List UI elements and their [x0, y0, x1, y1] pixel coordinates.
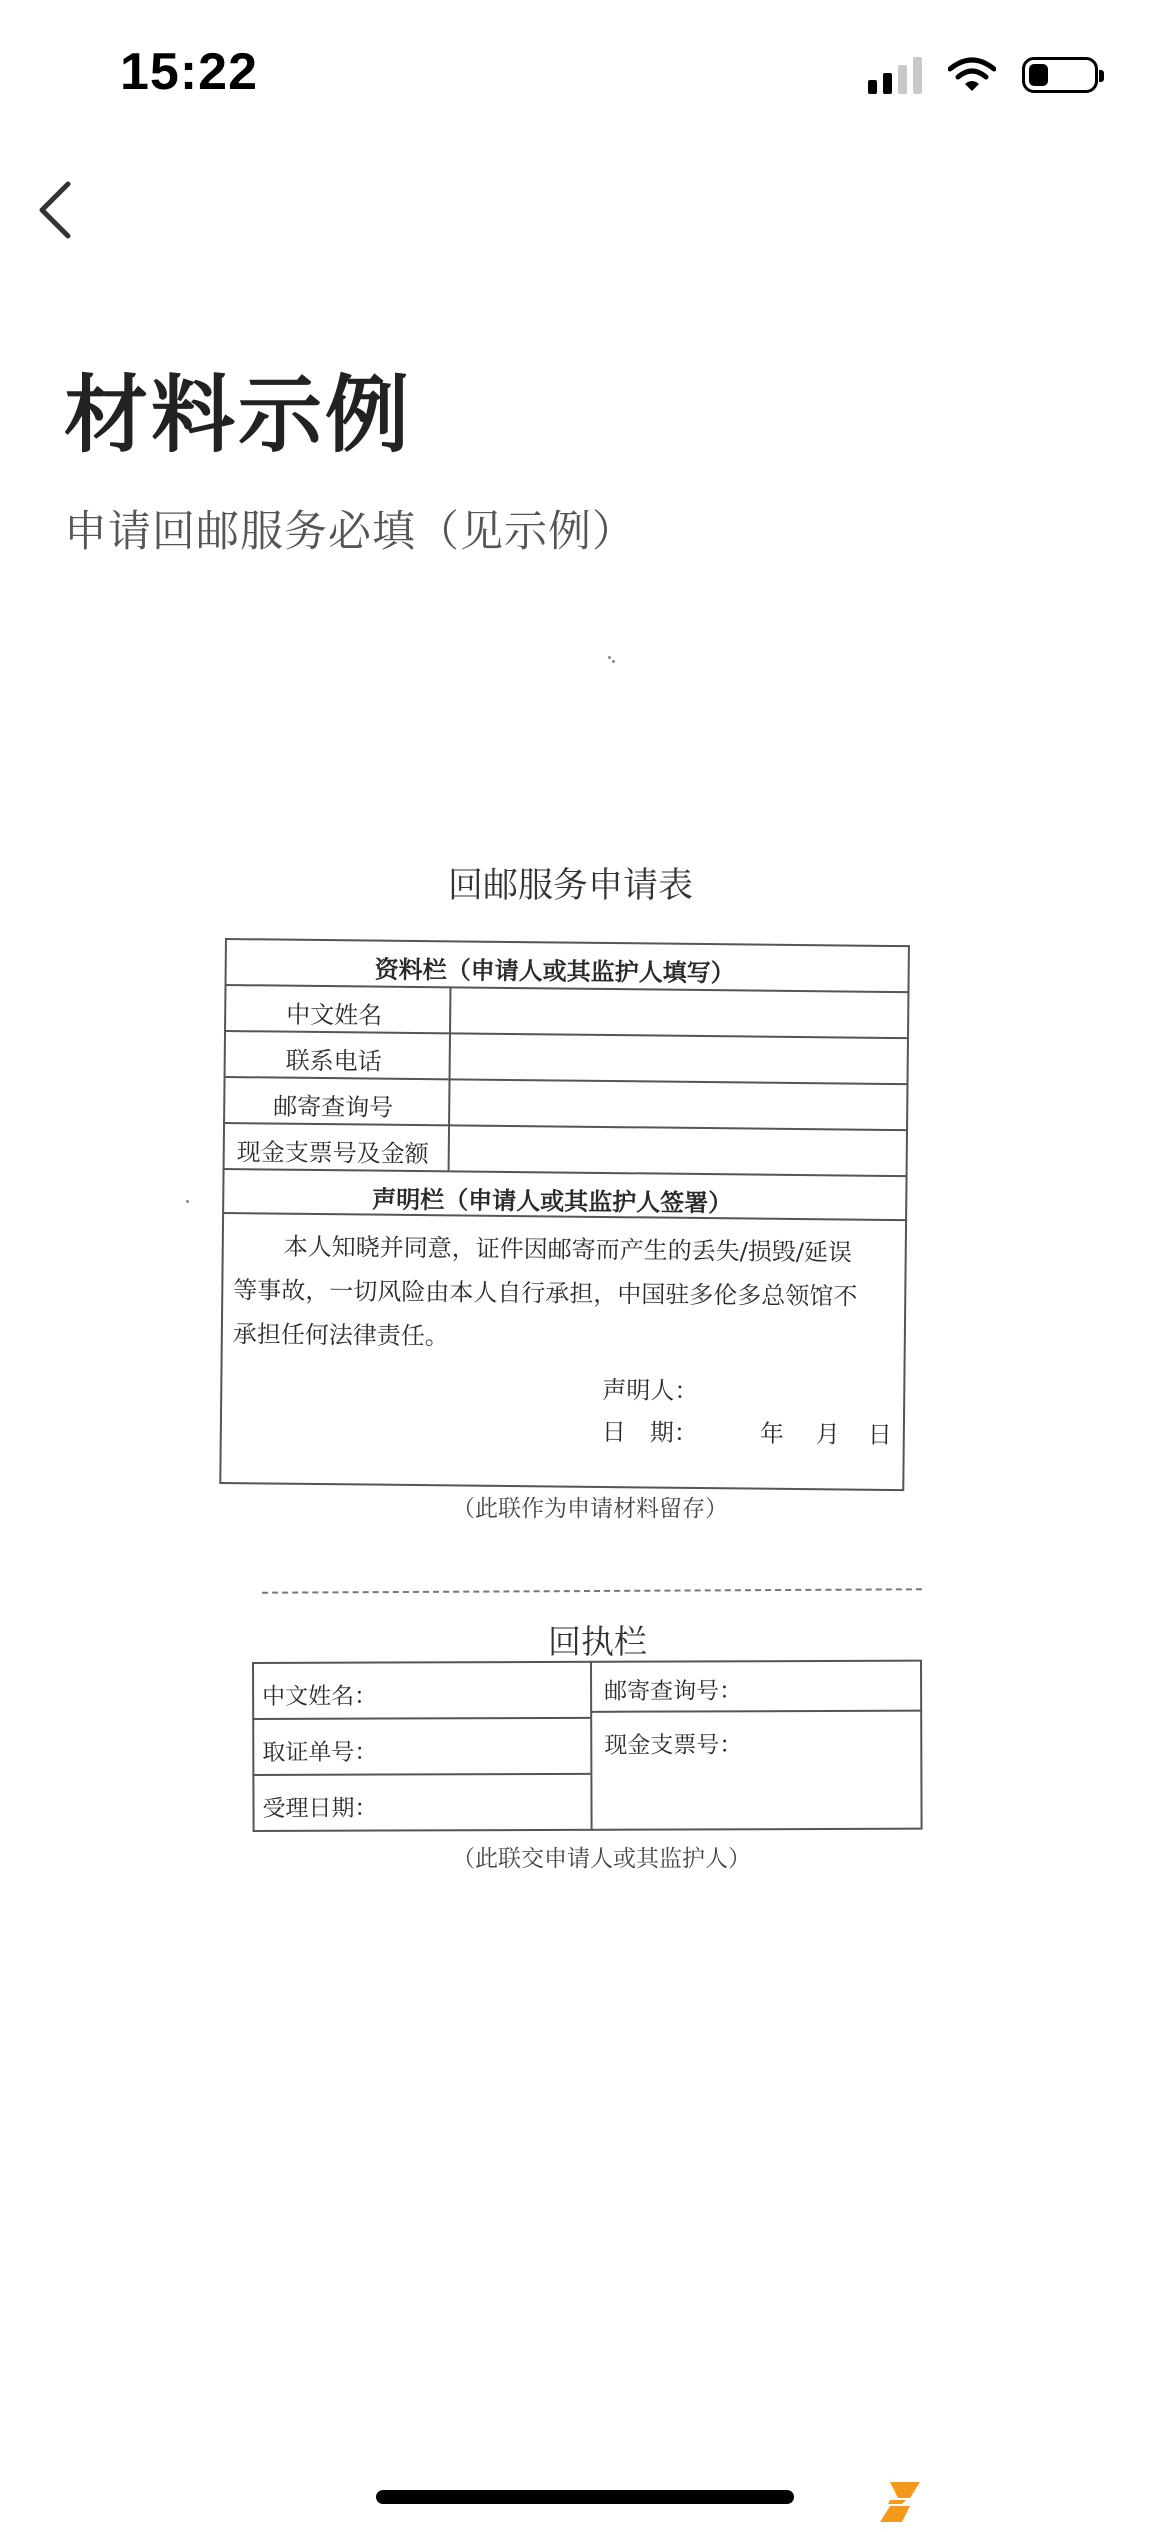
scan-speck [186, 1200, 189, 1203]
receipt-table [252, 1660, 923, 1832]
field-label-tracking-number: 邮寄查询号 [273, 1092, 394, 1122]
field-label-name: 中文姓名 [286, 1000, 383, 1030]
back-button[interactable] [26, 170, 86, 250]
declarant-label: 声明人： [602, 1375, 699, 1405]
declaration-section-header: 声明栏（申请人或其监护人签署） [372, 1184, 733, 1218]
scan-speck [612, 660, 615, 663]
date-year: 年 [759, 1419, 784, 1448]
wifi-icon [948, 57, 996, 93]
cellular-signal-icon [868, 56, 922, 94]
receipt-field-check: 现金支票号： [604, 1732, 743, 1759]
page-subtitle: 申请回邮服务必填（见示例） [64, 507, 636, 557]
receipt-field-tracking: 邮寄查询号： [604, 1678, 743, 1705]
home-indicator[interactable] [376, 2490, 794, 2504]
date-label: 日 期： [601, 1417, 698, 1447]
receipt-field-name: 中文姓名： [262, 1683, 378, 1710]
form-title: 回邮服务申请表 [448, 866, 694, 906]
receipt-field-ticket: 取证单号： [262, 1739, 378, 1766]
battery-level [1029, 64, 1048, 86]
field-label-check-number: 现金支票号及金额 [236, 1138, 429, 1169]
status-time: 15:22 [120, 43, 258, 101]
chevron-left-icon [26, 170, 86, 250]
receipt-title: 回执栏 [548, 1622, 647, 1661]
tear-line [262, 1588, 922, 1593]
receipt-note: （此联交申请人或其监护人） [452, 1846, 751, 1872]
receipt-field-date: 受理日期： [262, 1795, 378, 1822]
declaration-line-2: 等事故，一切风险由本人自行承担，中国驻多伦多总领馆不 [233, 1276, 858, 1311]
declaration-line-3: 承担任何法律责任。 [232, 1320, 449, 1351]
declaration-line-1: 本人知晓并同意，证件因邮寄而产生的丢失/损毁/延误 [283, 1232, 853, 1267]
scan-speck [608, 656, 611, 659]
status-icons [868, 56, 1098, 94]
date-month: 月 [815, 1420, 840, 1449]
sample-document-image [0, 600, 1170, 1950]
info-section-header: 资料栏（申请人或其监护人填写） [374, 954, 735, 988]
field-label-phone: 联系电话 [285, 1046, 382, 1076]
date-day: 日 [867, 1420, 892, 1450]
copy-note: （此联作为申请材料留存） [452, 1496, 728, 1522]
app-logo-icon [876, 2478, 924, 2526]
battery-icon [1022, 57, 1098, 93]
page-title: 材料示例 [64, 366, 413, 464]
application-form-table [219, 938, 910, 1491]
